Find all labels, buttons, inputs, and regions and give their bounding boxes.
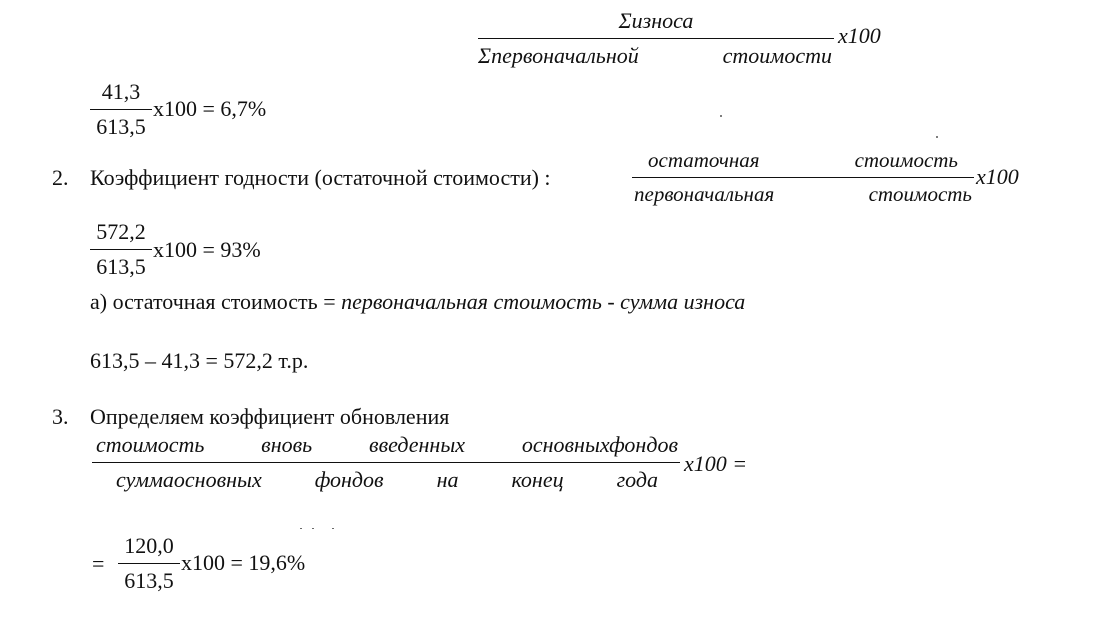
scan-speck xyxy=(936,136,938,138)
fitness-formula-denominator xyxy=(632,184,974,205)
renewal-formula-numerator xyxy=(92,434,680,456)
wear-calc-numerator: 41,3 xyxy=(101,79,141,104)
renewal-den-word: суммаосновных xyxy=(116,467,262,492)
renewal-calc-equals: = xyxy=(92,551,105,576)
fraction-bar xyxy=(478,38,834,39)
fitness-num-a: остаточная xyxy=(648,148,760,172)
fitness-calc-denominator: 613,5 xyxy=(96,254,146,279)
note-a xyxy=(90,289,745,315)
fraction-bar xyxy=(632,177,974,178)
item-2-number: 2. xyxy=(52,165,69,190)
renewal-den-word: года xyxy=(616,467,658,492)
renewal-calc-denominator: 613,5 xyxy=(124,568,174,593)
fitness-formula-factor: x100 xyxy=(976,164,1019,189)
renewal-formula-denominator xyxy=(92,469,680,491)
fraction-bar xyxy=(92,462,680,463)
scan-speck xyxy=(332,528,334,529)
wear-formula-denominator-a: Σпервоначальной xyxy=(478,43,639,68)
fitness-formula-fraction xyxy=(632,150,974,205)
renewal-calc-result: x100 = 19,6% xyxy=(181,550,306,575)
fraction-bar xyxy=(118,563,180,564)
renewal-den-word: конец xyxy=(511,467,564,492)
renewal-formula-factor xyxy=(684,451,747,477)
fitness-den-b: стоимость xyxy=(868,182,972,206)
fitness-formula-numerator xyxy=(632,150,974,171)
wear-calc-result: x100 = 6,7% xyxy=(153,96,267,121)
wear-formula-fraction xyxy=(478,10,834,67)
renewal-num-word: основныхфондов xyxy=(521,432,678,457)
renewal-calc-numerator: 120,0 xyxy=(124,533,174,558)
wear-formula-denominator xyxy=(478,45,834,67)
scan-speck xyxy=(300,528,302,529)
renewal-num-word: стоимость xyxy=(96,432,205,457)
fraction-bar xyxy=(90,249,152,250)
scan-speck xyxy=(312,528,314,529)
wear-calc-denominator: 613,5 xyxy=(96,114,146,139)
item-3-number: 3. xyxy=(52,404,69,429)
note-a-formula: первоначальная стоимость - сумма износа xyxy=(341,289,746,314)
fitness-calc-numerator: 572,2 xyxy=(96,219,146,244)
residual-calc: 613,5 – 41,3 = 572,2 т.р. xyxy=(90,348,309,373)
item-3-label: Определяем коэффициент обновления xyxy=(90,404,450,429)
item-2-label: Коэффициент годности (остаточной стоимости) : xyxy=(90,165,551,190)
renewal-calc-fraction xyxy=(118,535,180,592)
note-a-prefix: а) остаточная стоимость = xyxy=(90,289,336,314)
fraction-bar xyxy=(90,109,152,110)
wear-calc-fraction xyxy=(90,81,152,138)
wear-formula-factor: x100 xyxy=(838,23,881,48)
renewal-num-word: введенных xyxy=(369,432,465,457)
scan-speck xyxy=(720,115,722,117)
fitness-den-a: первоначальная xyxy=(634,182,775,206)
renewal-num-word: вновь xyxy=(261,432,313,457)
fitness-calc-fraction xyxy=(90,221,152,278)
renewal-den-word: фондов xyxy=(314,467,384,492)
renewal-formula-fraction xyxy=(92,434,680,491)
fitness-num-b: стоимость xyxy=(854,148,958,172)
fitness-calc-result: x100 = 93% xyxy=(153,237,261,262)
renewal-factor-text: x100 = xyxy=(684,451,748,476)
renewal-den-word: на xyxy=(436,467,459,492)
wear-formula-denominator-b: стоимости xyxy=(722,43,832,68)
wear-formula-numerator: Σизноса xyxy=(618,8,694,33)
